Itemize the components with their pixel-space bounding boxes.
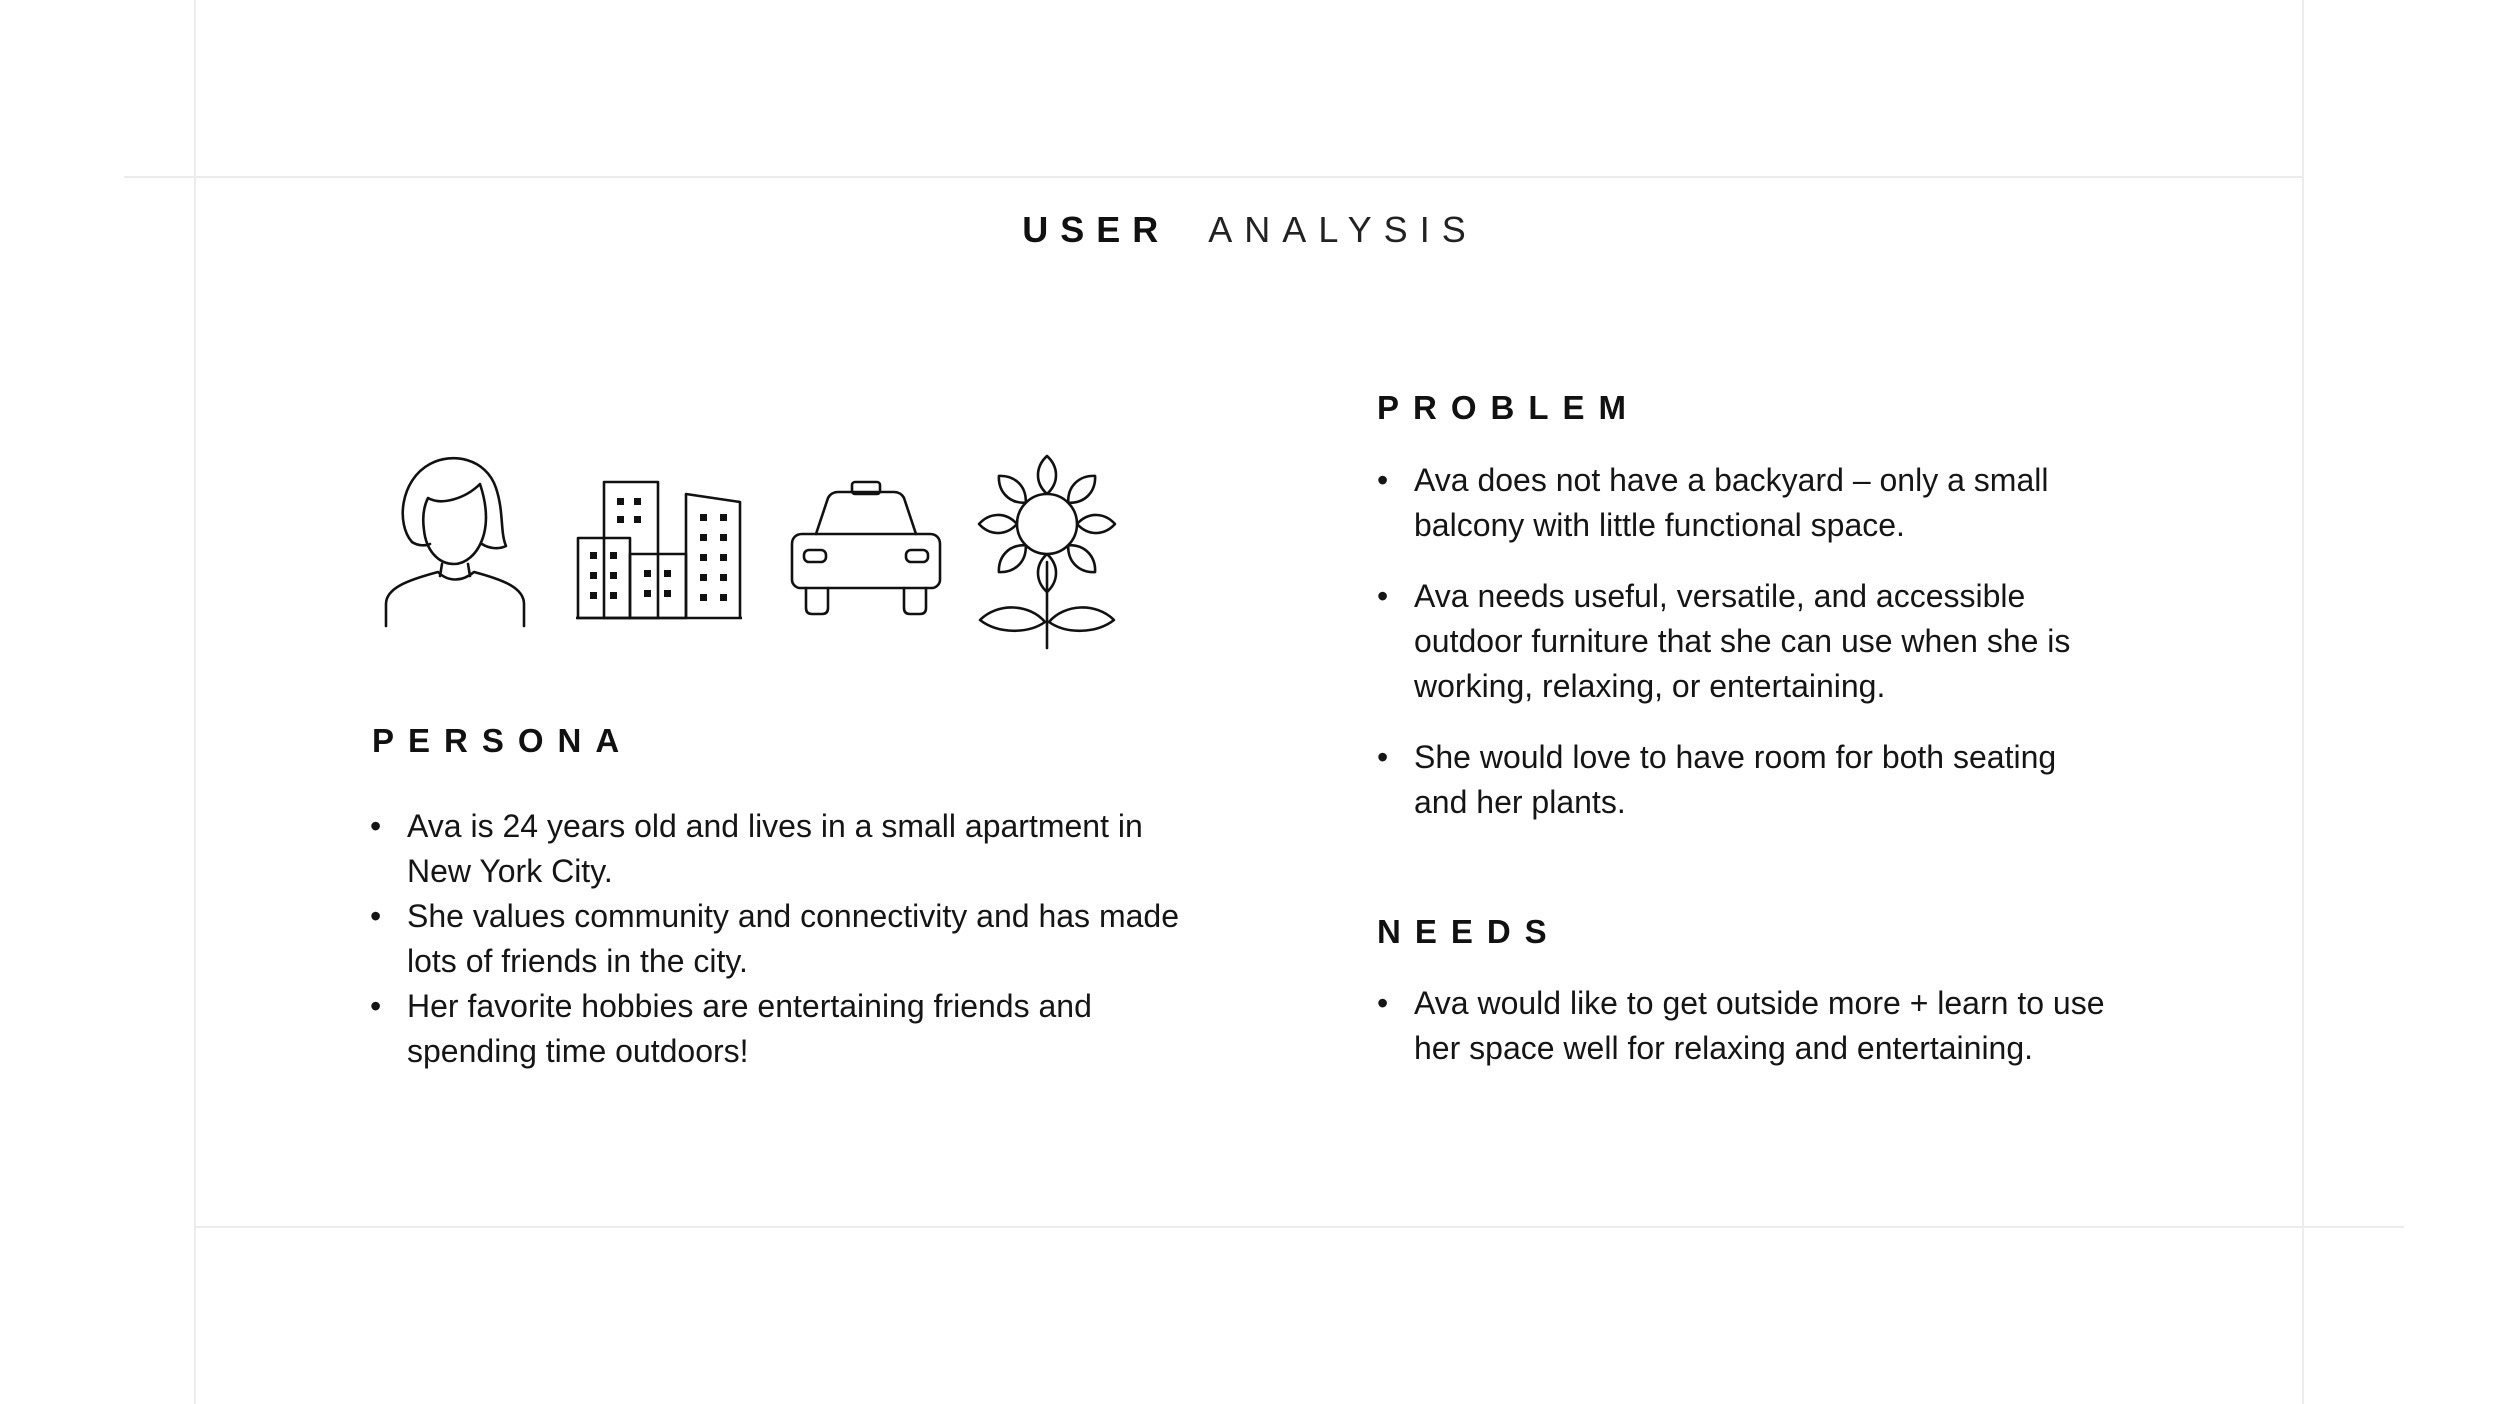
list-item: • Ava does not have a backyard – only a small balcony with little functional space.: [1377, 458, 2117, 548]
list-item: • She values community and connectivity and has made lots of friends in the city.: [370, 894, 1190, 984]
buildings-icon: [574, 478, 746, 622]
page-title-bold: USER: [1022, 209, 1171, 250]
guide-line-bottom: [194, 1226, 2404, 1228]
problem-heading: PROBLEM: [1377, 389, 1640, 426]
needs-list: [1377, 981, 2117, 1071]
persona-list: [370, 804, 1190, 1074]
needs-heading: NEEDS: [1377, 913, 1561, 950]
taxi-icon: [788, 478, 944, 618]
persona-heading: PERSONA: [372, 722, 634, 759]
list-item: • Her favorite hobbies are entertaining friends and spending time outdoors!: [370, 984, 1190, 1074]
page-title: [0, 205, 2500, 255]
woman-icon: [382, 454, 534, 626]
guide-line-top: [124, 176, 2304, 178]
list-item: • Ava needs useful, versatile, and accessible outdoor furniture that she can use when she is working, relaxing, or entertaining.: [1377, 574, 2117, 709]
list-item: • Ava would like to get outside more + learn to use her space well for relaxing and entertaining.: [1377, 981, 2117, 1071]
list-item: • She would love to have room for both seating and her plants.: [1377, 735, 2117, 825]
problem-list: [1377, 458, 2117, 825]
page-title-light: ANALYSIS: [1208, 209, 1478, 250]
list-item: • Ava is 24 years old and lives in a small apartment in New York City.: [370, 804, 1190, 894]
sunflower-icon: [972, 454, 1122, 650]
